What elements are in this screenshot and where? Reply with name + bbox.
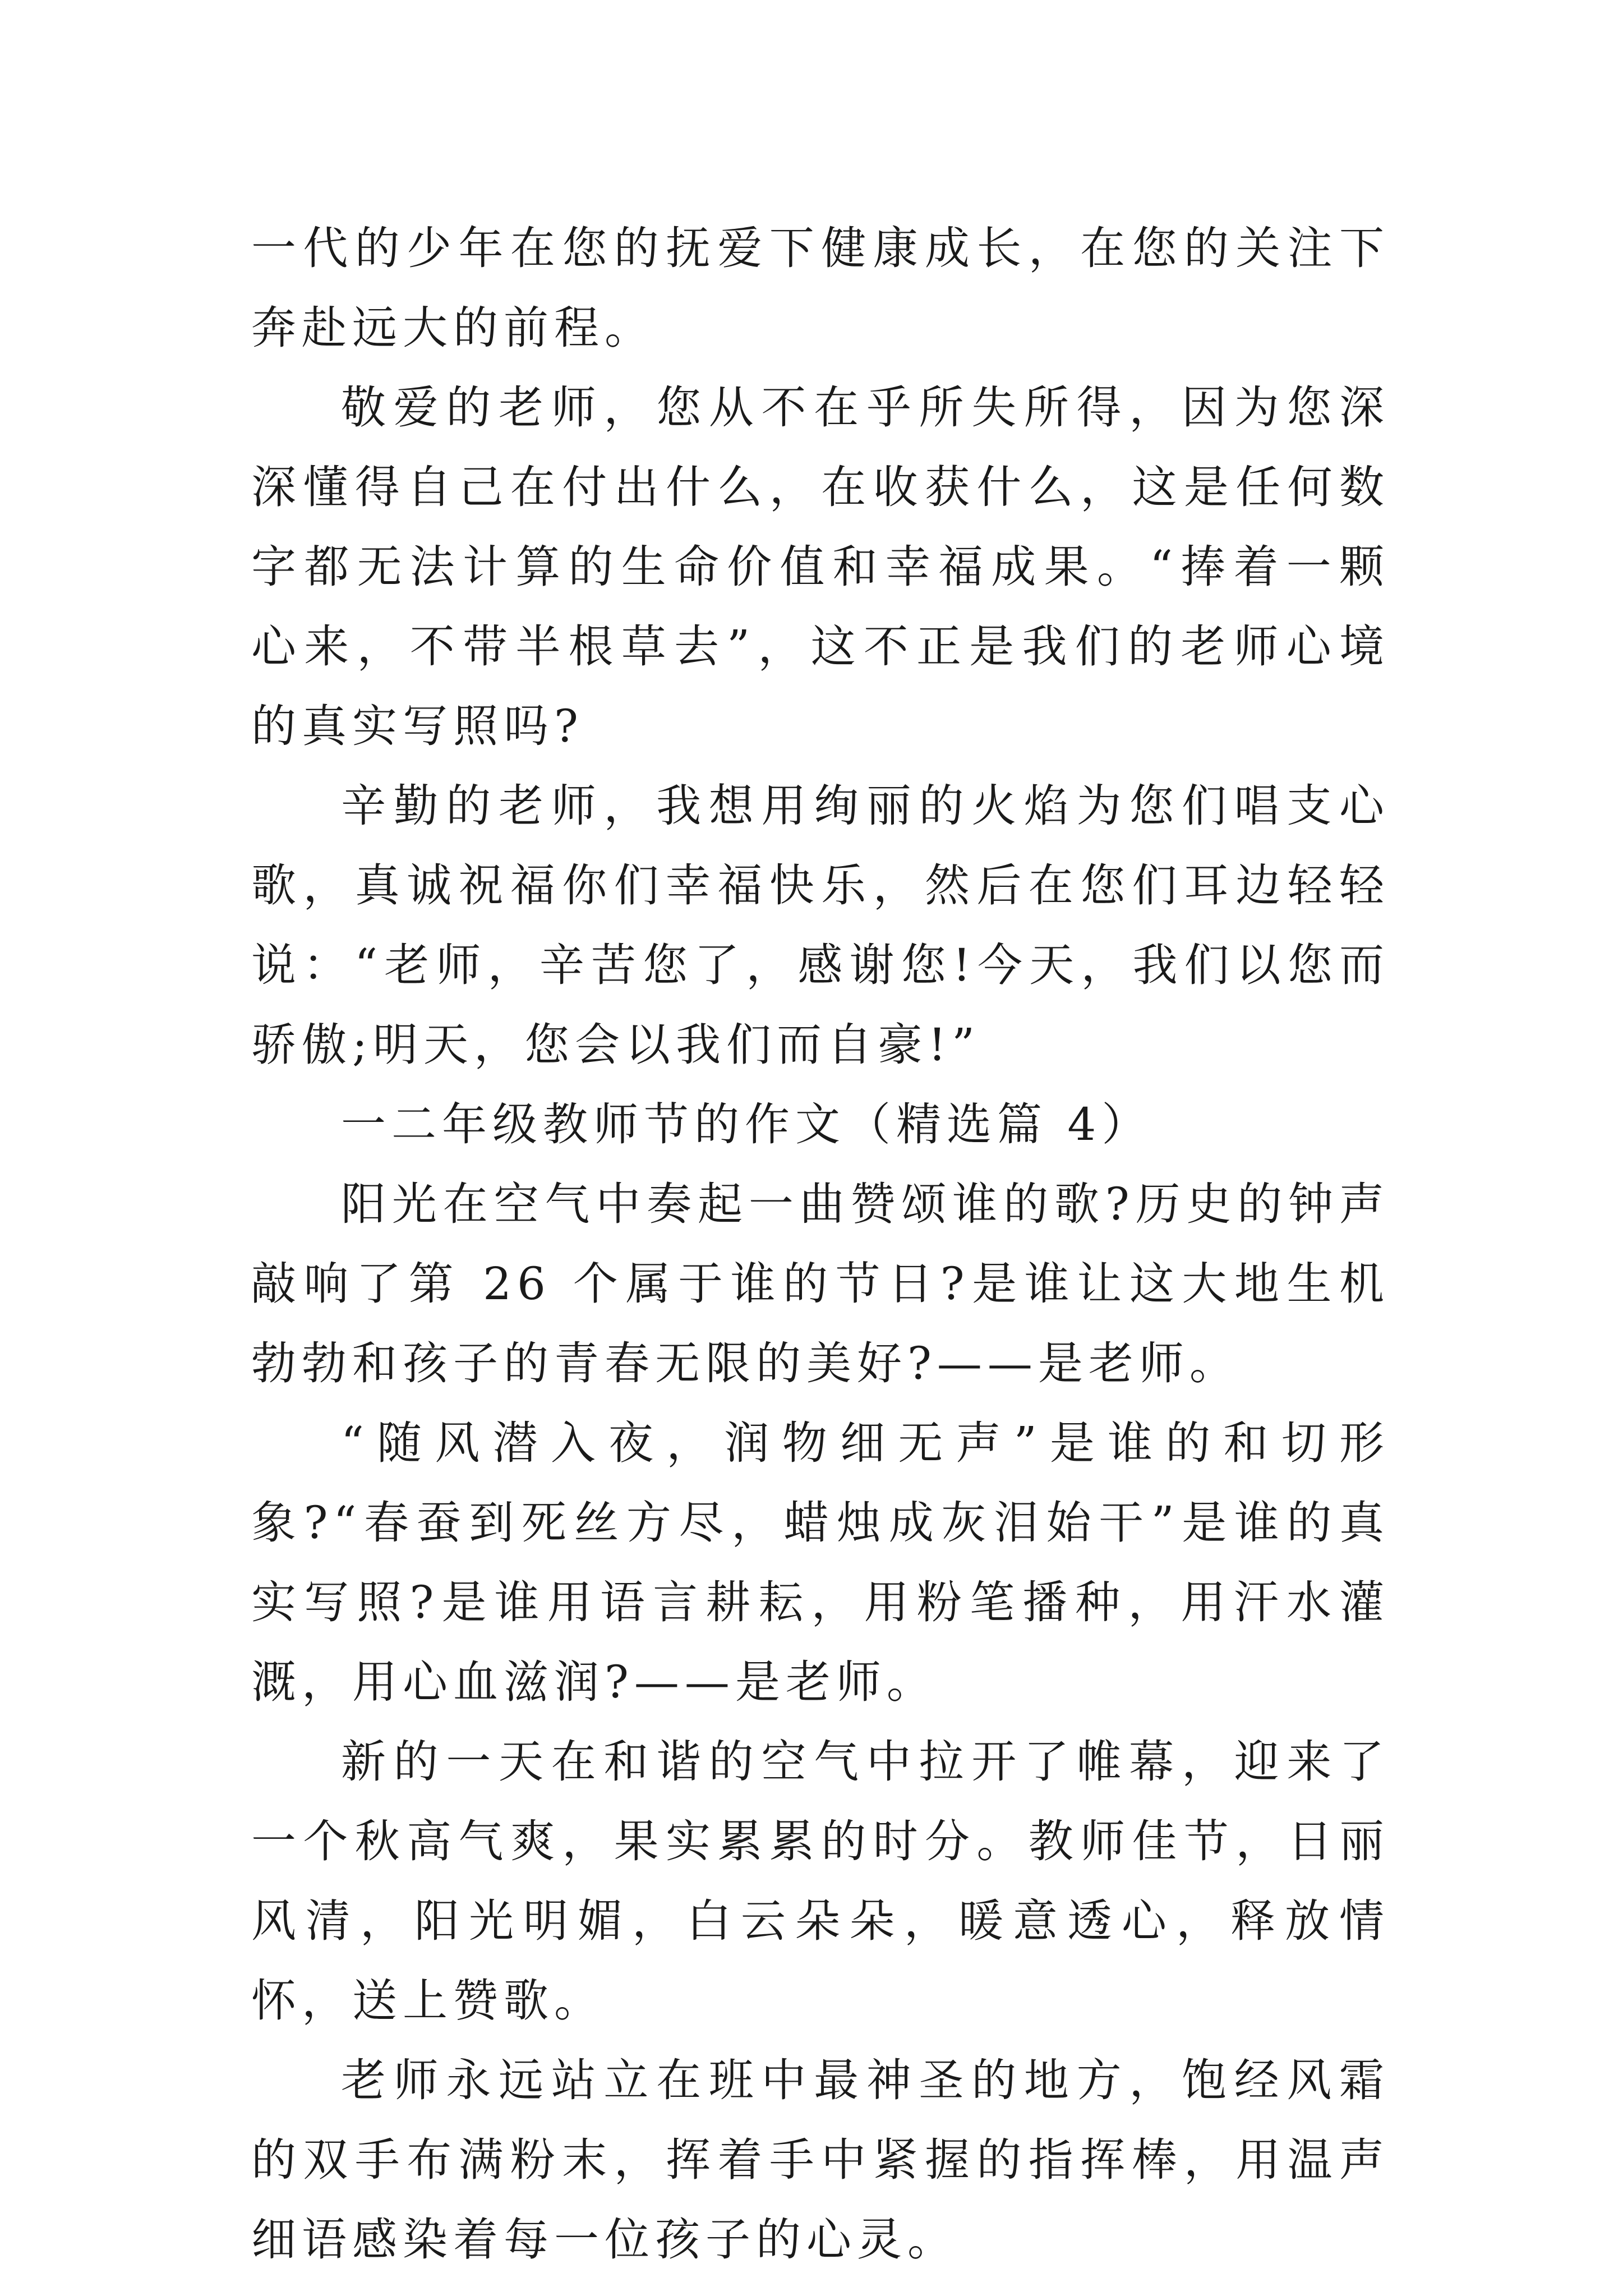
- paragraph: 老师永远站立在班中最神圣的地方，饱经风霜的双手布满粉末，挥着手中紧握的指挥棒，用温声细语感染着每一位孩子的心灵。: [251, 2054, 1390, 2266]
- paragraph: 一代的少年在您的抚爱下健康成长，在您的关注下奔赴远大的前程。: [251, 222, 1390, 354]
- paragraph: “随风潜入夜，润物细无声”是谁的和切形象?“春蚕到死丝方尽，蜡烛成灰泪始干”是谁的真实写照?是谁用语言耕耘，用粉笔播种，用汗水灌溉，用心血滋润?——是老师。: [251, 1417, 1390, 1708]
- paragraph: 阳光在空气中奏起一曲赞颂谁的歌?历史的钟声敲响了第 26 个属于谁的节日?是谁让这大地生机勃勃和孩子的青春无限的美好?——是老师。: [251, 1178, 1390, 1389]
- document-body: [251, 209, 1390, 2280]
- section-heading: 一二年级教师节的作文（精选篇 4）: [341, 1098, 1152, 1151]
- paragraph: 敬爱的老师，您从不在乎所失所得，因为您深深懂得自己在付出什么，在收获什么，这是任何数字都无法计算的生命价值和幸福成果。“捧着一颗心来，不带半根草去”，这不正是我们的老师心境的真实写照吗?: [251, 381, 1390, 752]
- paragraph: 辛勤的老师，我想用绚丽的火焰为您们唱支心歌，真诚祝福你们幸福快乐，然后在您们耳边轻轻说：“老师，辛苦您了，感谢您!今天，我们以您而骄傲;明天，您会以我们而自豪!”: [251, 780, 1390, 1071]
- paragraph: 新的一天在和谐的空气中拉开了帷幕，迎来了一个秋高气爽，果实累累的时分。教师佳节，日丽风清，阳光明媚，白云朵朵，暖意透心，释放情怀，送上赞歌。: [251, 1736, 1390, 2027]
